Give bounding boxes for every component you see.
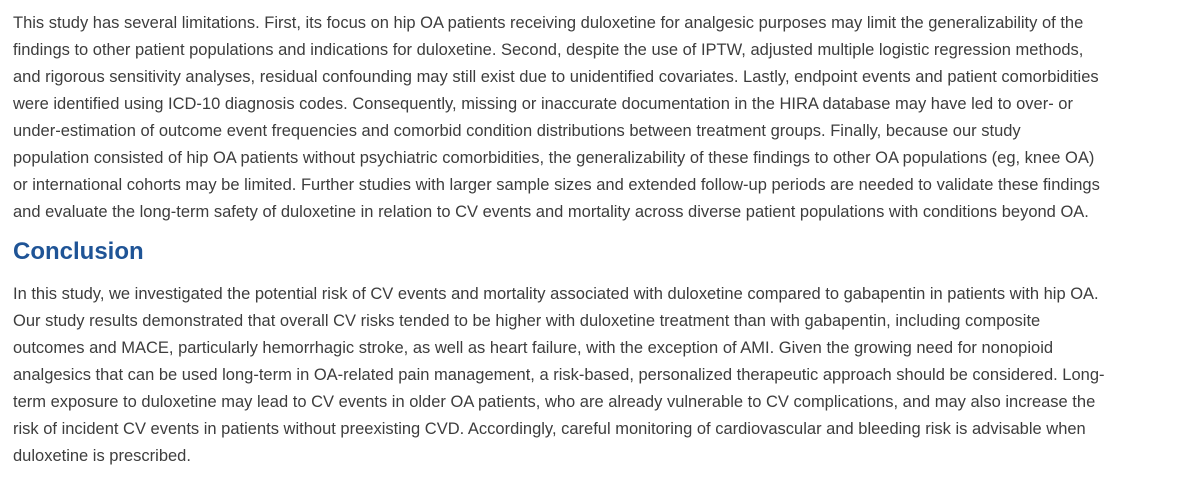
paragraph-line: or international cohorts may be limited. Further studies with larger sample sizes and extended follow-up periods are needed to validate these findings xyxy=(13,176,1100,194)
paragraph-line: findings to other patient populations and indications for duloxetine. Second, despite the use of IPTW, adjusted multiple logistic regression methods, xyxy=(13,41,1084,59)
limitations-paragraph xyxy=(13,10,1189,226)
paragraph-line: population consisted of hip OA patients without psychiatric comorbidities, the generalizability of these findings to other OA populations (eg, knee OA) xyxy=(13,149,1095,167)
article-body xyxy=(13,10,1189,470)
conclusion-heading: Conclusion xyxy=(13,238,144,265)
paragraph-line: under-estimation of outcome event frequencies and comorbid condition distributions between treatment groups. Finally, because our study xyxy=(13,122,1021,140)
paragraph-line: outcomes and MACE, particularly hemorrhagic stroke, as well as heart failure, with the exception of AMI. Given the growing need for nonopioid xyxy=(13,339,1054,357)
paragraph-line: and rigorous sensitivity analyses, residual confounding may still exist due to unidentified covariates. Lastly, endpoint events and patient comorbidities xyxy=(13,68,1099,86)
paragraph-line: risk of incident CV events in patients without preexisting CVD. Accordingly, careful monitoring of cardiovascular and bleeding risk is advisable when xyxy=(13,420,1086,438)
paragraph-line: duloxetine is prescribed. xyxy=(13,447,191,465)
paragraph-line: Our study results demonstrated that overall CV risks tended to be higher with duloxetine treatment than with gabapentin, including composite xyxy=(13,312,1041,330)
conclusion-paragraph xyxy=(13,281,1189,470)
paragraph-line: This study has several limitations. First, its focus on hip OA patients receiving duloxetine for analgesic purposes may limit the generalizability of the xyxy=(13,14,1084,32)
paragraph-line: analgesics that can be used long-term in OA-related pain management, a risk-based, personalized therapeutic approach should be considered. Long- xyxy=(13,366,1105,384)
paragraph-line: were identified using ICD-10 diagnosis codes. Consequently, missing or inaccurate documentation in the HIRA database may have led to over- or xyxy=(13,95,1073,113)
paragraph-line: and evaluate the long-term safety of duloxetine in relation to CV events and mortality across diverse patient populations with conditions beyond OA. xyxy=(13,203,1089,221)
paragraph-line: term exposure to duloxetine may lead to CV events in older OA patients, who are already vulnerable to CV complications, and may also increase the xyxy=(13,393,1096,411)
paragraph-line: In this study, we investigated the potential risk of CV events and mortality associated with duloxetine compared to gabapentin in patients with hip OA. xyxy=(13,285,1099,303)
